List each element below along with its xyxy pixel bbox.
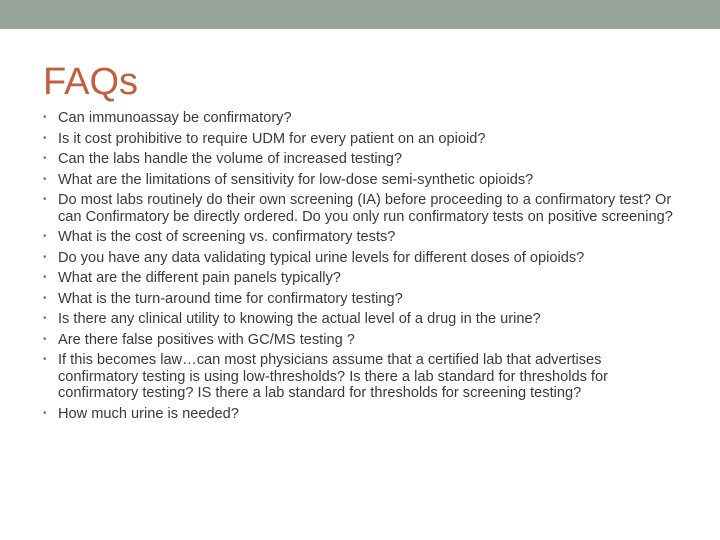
faq-question: What are the limitations of sensitivity for low-dose semi-synthetic opioids? [58, 171, 534, 188]
faq-question: How much urine is needed? [58, 405, 239, 422]
slide-header-bar [0, 0, 720, 29]
faq-item [43, 110, 683, 127]
faq-item [43, 311, 683, 328]
faq-question: What is the turn-around time for confirmatory testing? [58, 290, 403, 307]
faq-item [43, 332, 683, 349]
faq-item [43, 229, 683, 246]
bullet-icon: • [43, 231, 47, 242]
bullet-icon: • [43, 132, 47, 144]
faq-question: Is it cost prohibitive to require UDM for every patient on an opioid? [58, 130, 486, 147]
bullet-icon: • [43, 272, 47, 283]
faq-question: Can immunoassay be confirmatory? [58, 110, 292, 126]
faq-question: Do you have any data validating typical urine levels for different doses of opioids? [58, 249, 585, 266]
faq-question: What is the cost of screening vs. confirmatory tests? [58, 229, 396, 245]
bullet-icon: • [43, 292, 47, 304]
faq-question: What are the different pain panels typically? [58, 270, 341, 286]
bullet-icon: • [43, 173, 47, 185]
faq-item [43, 291, 683, 308]
faq-item [43, 250, 683, 267]
faq-item [43, 270, 683, 287]
faq-question: Can the labs handle the volume of increased testing? [58, 151, 402, 167]
faq-item [43, 151, 683, 168]
bullet-icon: • [43, 194, 47, 205]
faq-item [43, 131, 683, 148]
bullet-icon: • [43, 251, 47, 263]
faq-list [43, 110, 683, 426]
faq-question: Is there any clinical utility to knowing the actual level of a drug in the urine? [58, 311, 541, 327]
bullet-icon: • [43, 112, 47, 123]
bullet-icon: • [43, 354, 47, 365]
bullet-icon: • [43, 333, 47, 345]
faq-question: Are there false positives with GC/MS testing ? [58, 331, 355, 348]
faq-item [43, 352, 683, 402]
faq-item [43, 406, 683, 423]
bullet-icon: • [43, 153, 47, 164]
slide-title: FAQs [43, 61, 139, 103]
faq-question: If this becomes law…can most physicians assume that a certified lab that advertises confirmatory testing is using low-thresholds? Is there a lab standard for thresholds for confirmatory testing? IS there a lab standard for thresholds for screening testing? [58, 352, 608, 401]
faq-question: Do most labs routinely do their own screening (IA) before proceeding to a confirmatory test? Or can Confirmatory be directly ordered. Do you only run confirmatory tests on positive screening? [58, 192, 673, 225]
faq-item [43, 192, 683, 225]
bullet-icon: • [43, 313, 47, 324]
faq-item [43, 172, 683, 189]
bullet-icon: • [43, 407, 47, 419]
